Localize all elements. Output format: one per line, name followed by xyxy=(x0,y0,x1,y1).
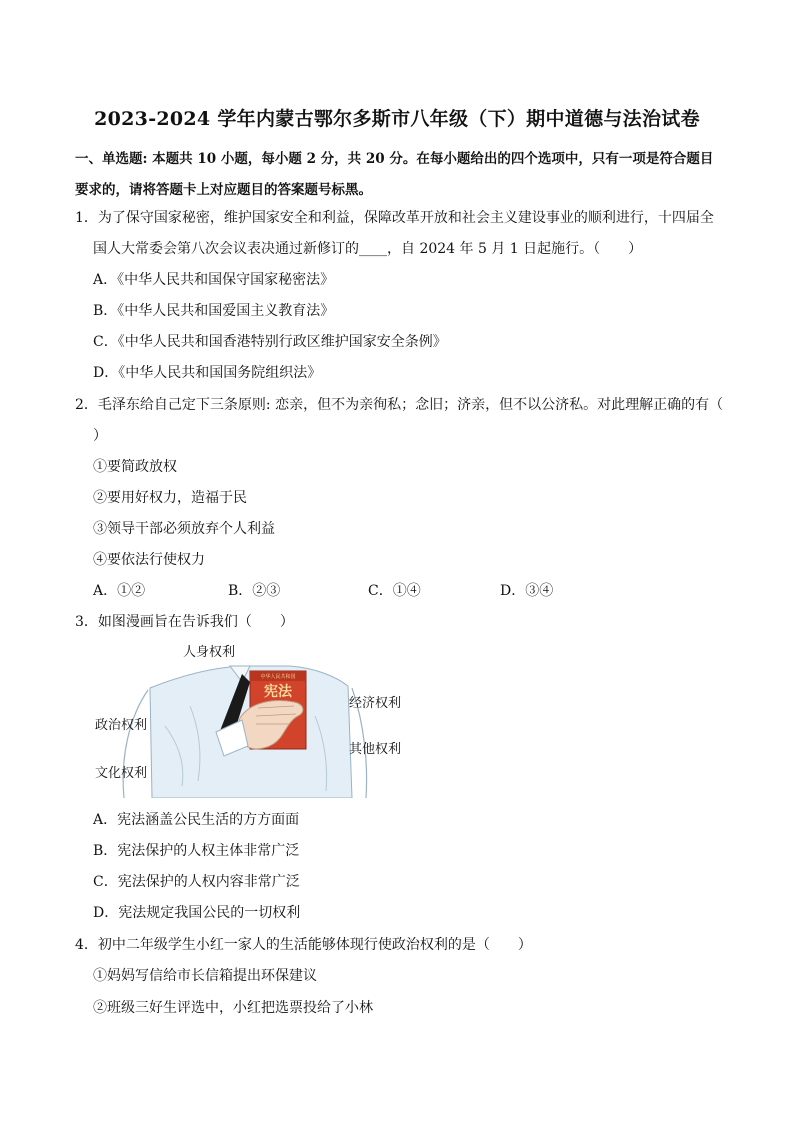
q2-choice-d: D．③④ xyxy=(500,583,554,599)
q2-item-3: ③领导干部必须放弃个人利益 xyxy=(93,521,275,537)
q2-item-2: ②要用好权力，造福于民 xyxy=(93,490,247,506)
q1-option-d: D．《中华人民共和国国务院组织法》 xyxy=(93,365,322,381)
label-economic-rights: 经济权利 xyxy=(349,696,402,711)
q4-item-2: ②班级三好生评选中，小红把选票投给了小林 xyxy=(93,1000,373,1016)
q3-stem: 3．如图漫画旨在告诉我们（ ） xyxy=(75,614,294,630)
q3-option-d: D．宪法规定我国公民的一切权利 xyxy=(93,905,301,921)
q4-stem: 4．初中二年级学生小红一家人的生活能够体现行使政治权利的是（ ） xyxy=(75,937,532,953)
q3-option-a: A．宪法涵盖公民生活的方方面面 xyxy=(93,812,300,828)
label-political-rights: 政治权利 xyxy=(95,718,148,733)
q3-option-c: C．宪法保护的人权内容非常广泛 xyxy=(93,874,300,890)
q2-item-1: ①要简政放权 xyxy=(93,459,177,475)
label-personal-rights: 人身权利 xyxy=(183,645,236,660)
label-other-rights: 其他权利 xyxy=(349,742,402,757)
book-title: 宪法 xyxy=(264,684,292,700)
q2-choice-b: B．②③ xyxy=(228,583,281,599)
q2-stem-line1: 2．毛泽东给自己定下三条原则: 恋亲，但不为亲徇私；念旧；济亲，但不以公济私。对此理解正确的有（ xyxy=(75,397,724,413)
q2-choice-c: C．①④ xyxy=(368,583,421,599)
q1-option-a: A．《中华人民共和国保守国家秘密法》 xyxy=(93,272,335,288)
q1-option-c: C．《中华人民共和国香港特别行政区维护国家安全条例》 xyxy=(93,334,447,350)
q2-choice-a: A．①② xyxy=(93,583,146,599)
q1-stem-line1: 1．为了保守国家秘密，维护国家安全和利益，保障改革开放和社会主义建设事业的顺利进行，十四届全 xyxy=(75,210,714,226)
q1-stem-line2: 国人大常委会第八次会议表决通过新修订的____，自 2024 年 5 月 1 日起施行。（ ） xyxy=(93,241,643,257)
section-heading: 一、单选题: 本题共 10 小题，每小题 2 分，共 20 分。在每小题给出的四个选项中，只有一项是符合题目要求的，请将答题卡上对应题目的答案题号标黑。 xyxy=(75,151,714,198)
q2-stem-line2: ） xyxy=(93,428,107,444)
q4-item-1: ①妈妈写信给市长信箱提出环保建议 xyxy=(93,968,317,984)
label-cultural-rights: 文化权利 xyxy=(95,766,148,781)
book-subtitle: 中华人民共和国 xyxy=(260,674,296,680)
exam-title: 2023-2024 学年内蒙古鄂尔多斯市八年级（下）期中道德与法治试卷 xyxy=(94,108,700,130)
q2-item-4: ④要依法行使权力 xyxy=(93,552,205,568)
q1-option-b: B．《中华人民共和国爱国主义教育法》 xyxy=(93,303,335,319)
q3-option-b: B．宪法保护的人权主体非常广泛 xyxy=(93,843,300,859)
